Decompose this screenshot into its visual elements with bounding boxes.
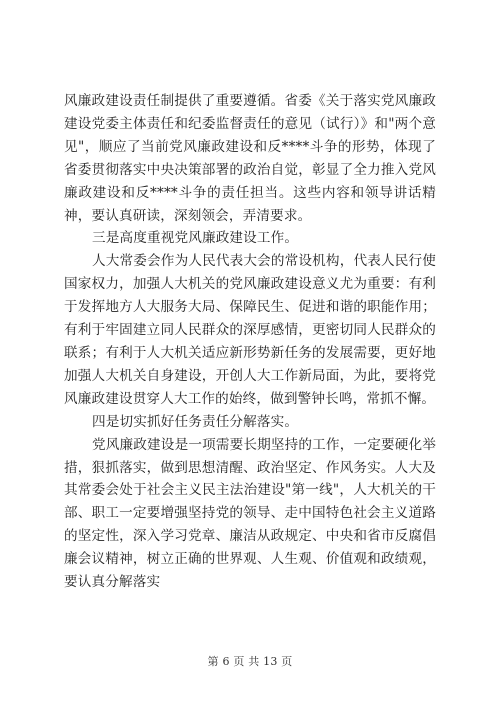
section-heading-three: 三是高度重视党风廉政建设工作。 — [92, 230, 299, 247]
paragraph-continuation: 风廉政建设责任制提供了重要遵循。省委《关于落实党风廉政建设党委主体责任和纪委监督责任的意见（试行）》和"两个意见"，顺应了当前党风廉政建设和反****斗争的形势，体现了省委贯彻落实中央决策部署的政治自觉，彰显了全力推入党风廉政建设和反****斗争的责任担当。这些内容和领导讲话精神，要认真研读，深刻领会，弄清要求。 — [64, 93, 436, 224]
paragraph-npc-standing-committee: 人大常委会作为人民代表大会的常设机构，代表人民行使国家权力，加强人大机关的党风廉政建设意义尤为重要：有利于发挥地方人大服务大局、保障民生、促进和谐的职能作用；有利于牢固建立同人民群众的深厚感情，更密切同人民群众的联系；有利于人大机关适应新形势新任务的发展需要，更好地加强人大机关自身建设，开创人大工作新局面，为此，要将党风廉政建设贯穿人大工作的始终，做到警钟长鸣，常抓不懈。 — [64, 253, 436, 407]
page-number-footer: 第 6 页 共 13 页 — [207, 655, 293, 668]
paragraph-long-term-work: 党风廉政建设是一项需要长期坚持的工作，一定要硬化举措，狠抓落实，做到思想清醒、政治坚定、作风务实。人大及其常委会处于社会主义民主法治建设"第一线"，人大机关的干部、职工一定要增强坚持党的领导、走中国特色社会主义道路的坚定性，深入学习党章、廉洁从政规定、中央和省市反腐倡廉会议精神，树立正确的世界观、人生观、价值观和政绩观，要认真分解落实 — [64, 436, 436, 591]
section-heading-four: 四是切实抓好任务责任分解落实。 — [92, 413, 299, 430]
document-body — [64, 90, 436, 594]
